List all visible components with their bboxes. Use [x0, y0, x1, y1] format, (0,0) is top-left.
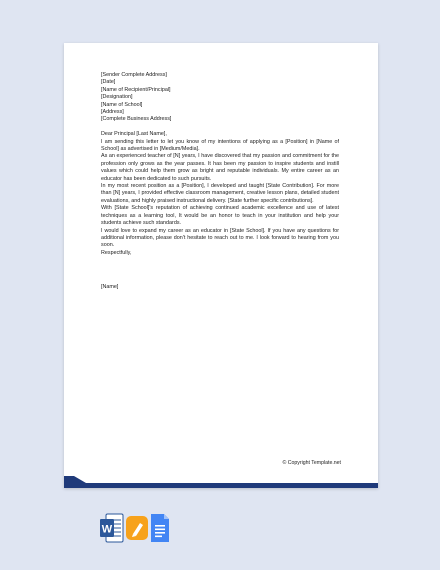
footer-band: [64, 476, 378, 488]
recipient-business-address: [Complete Business Address]: [101, 116, 172, 123]
app-icons: [100, 513, 170, 543]
recipient-designation: [Designation]: [101, 94, 133, 101]
paragraph-experience: As an experienced teacher of [N] years, I have discovered that my passion and commitment for the profession only grows as the year passes. It has been my passion to inspire students and instill values which could help them grow as bright and reputable individuals. My entire career as an educator has been dedicated to such pursuits.: [101, 153, 339, 182]
recipient-address: [Address]: [101, 109, 124, 116]
footer-band-shape: [64, 476, 378, 488]
paragraph-closing: I would love to expand my career as an educator in [State School]. If you have any questions for additional information, please don't hesitate to reach out to me. I look forward to hearing from you soon.: [101, 227, 339, 249]
letter-date: [Date]: [101, 79, 116, 86]
recipient-block: [101, 87, 339, 124]
paragraph-intro: I am sending this letter to let you know of my intentions of applying as a [Position] in [Name of School] as advertised in [Medium/Media].: [101, 138, 339, 153]
signature-name: [Name]: [101, 284, 119, 291]
salutation: Dear Principal [Last Name],: [101, 131, 167, 138]
pages-icon[interactable]: [125, 513, 149, 543]
recipient-school: [Name of School]: [101, 101, 143, 108]
google-docs-icon[interactable]: [148, 513, 172, 543]
recipient-name: [Name of Recipient/Principal]: [101, 86, 171, 93]
paragraph-school-reputation: With [State School]'s reputation of achieving continued academic excellence and use of latest techniques as a learning tool, It would be an honor to teach in your institution and help your students achieve such standards.: [101, 205, 339, 227]
sender-address: [Sender Complete Address]: [101, 72, 167, 78]
word-icon[interactable]: [100, 513, 124, 543]
closing: Respectfully,: [101, 249, 132, 256]
paragraph-recent-position: In my most recent position as a [Position], I developed and taught [State Contribution]. For more than [N] years, I provided effective classroom management, creative lesson plans, detailed student evaluations, and highly praised instructional delivery. [State further specific contributions].: [101, 183, 339, 204]
copyright-text: © Copyright Template.net: [282, 460, 341, 466]
word-icon-letter: W: [101, 523, 113, 536]
letter-page: [64, 43, 378, 488]
letter-body: [101, 72, 339, 292]
